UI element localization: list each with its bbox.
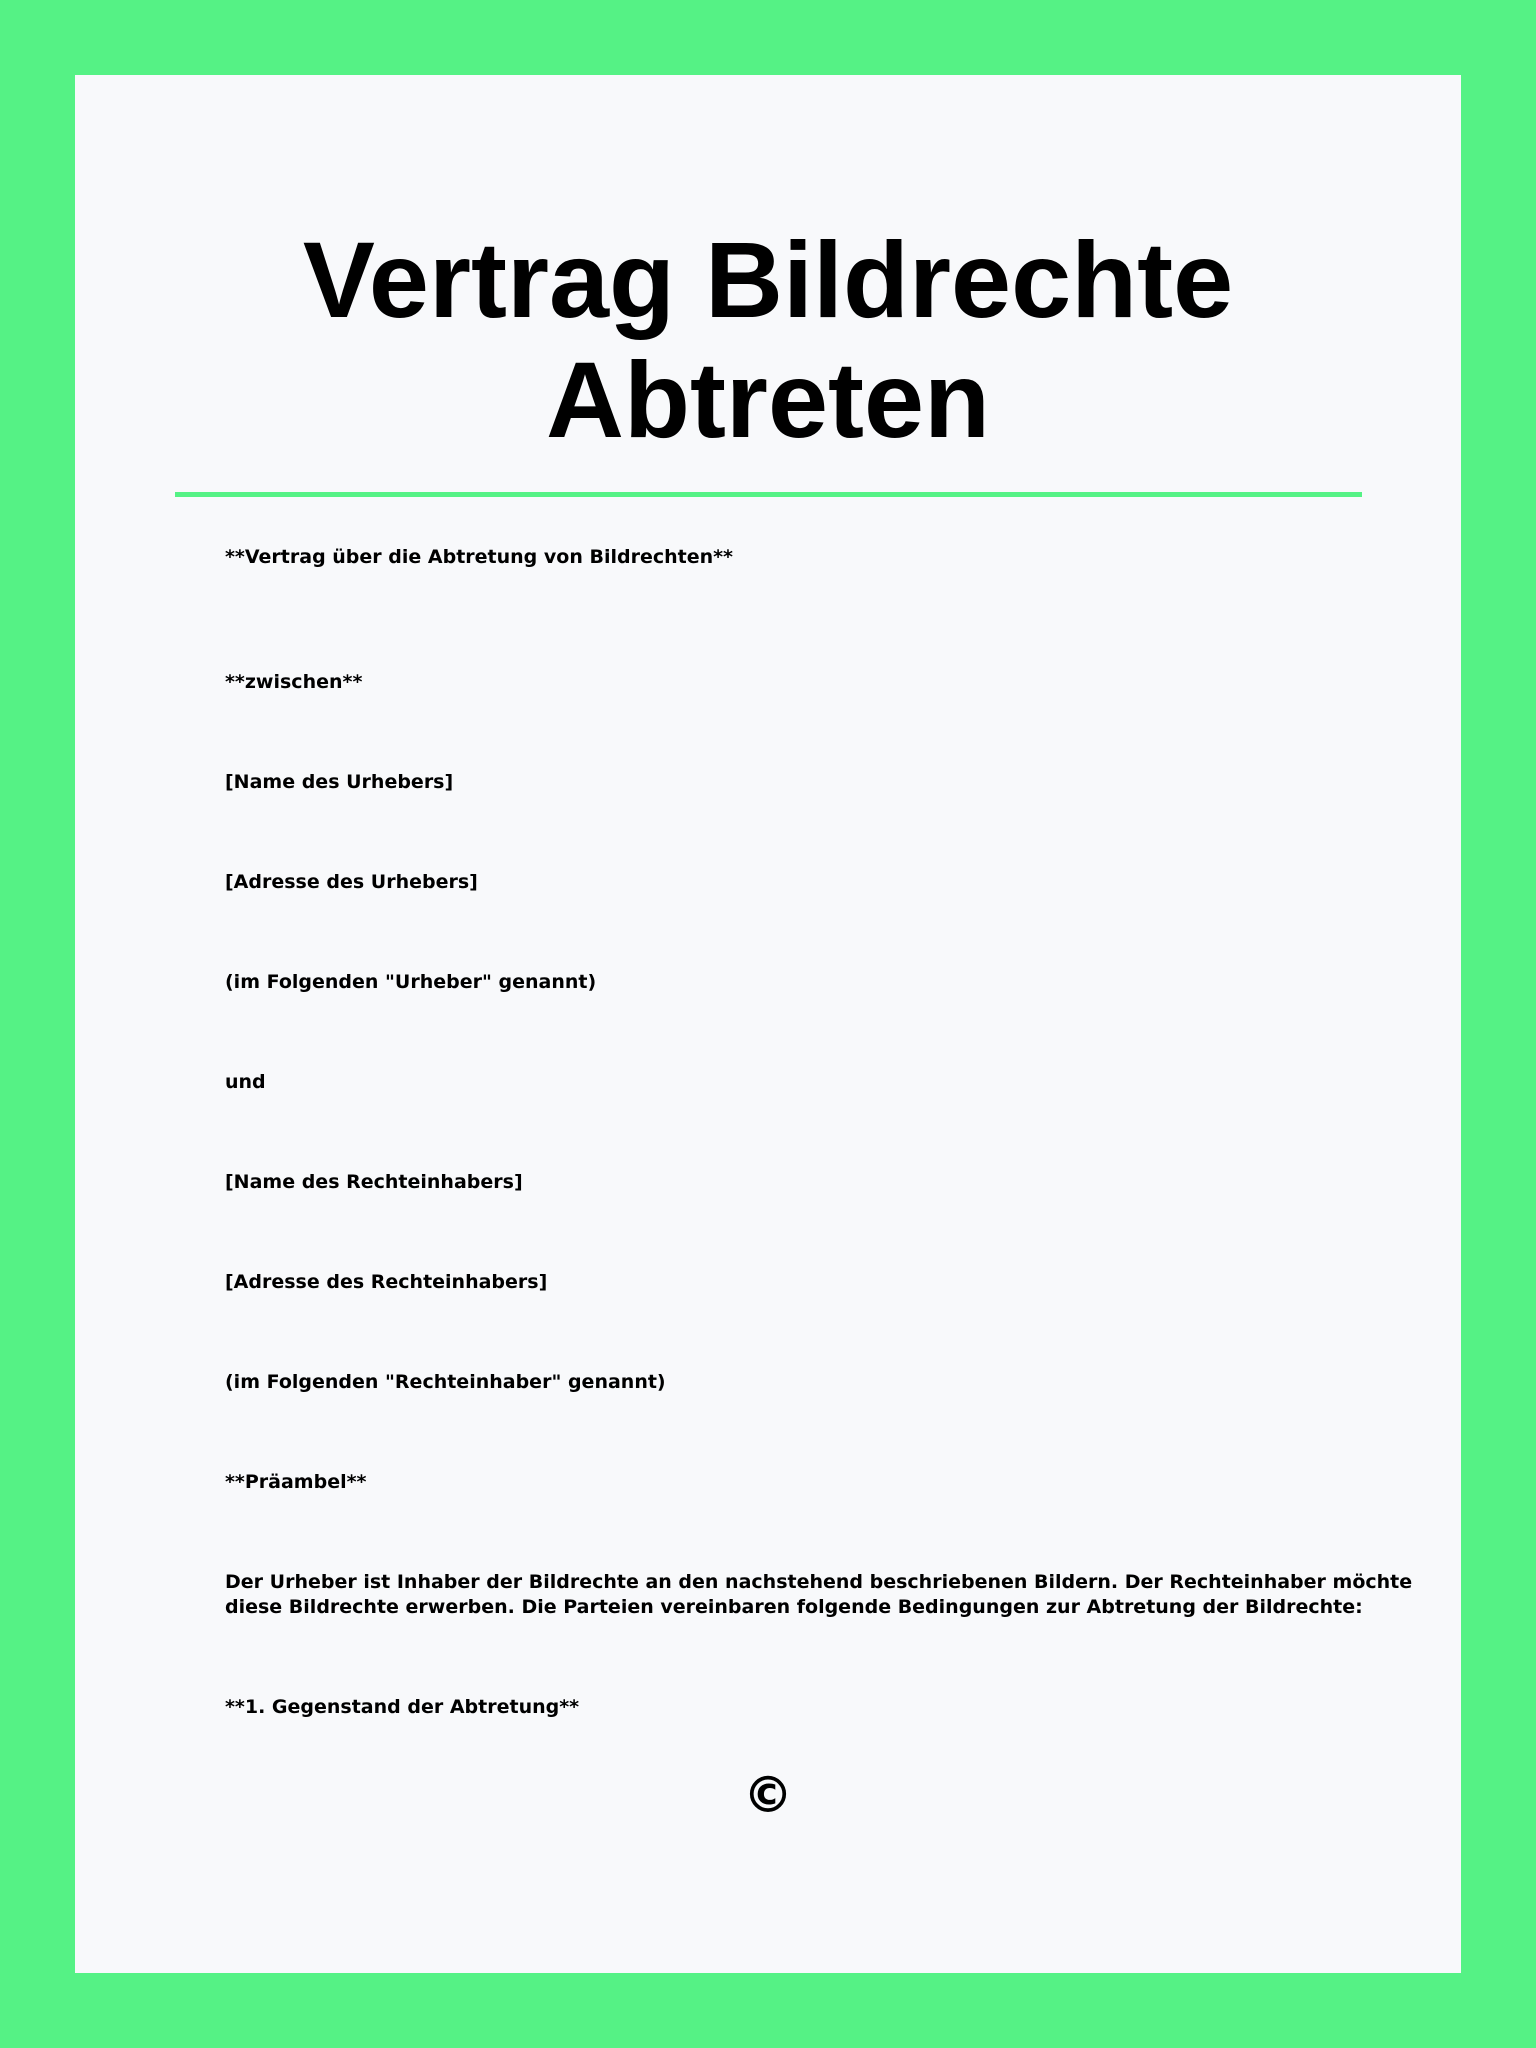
author-name-placeholder: [Name des Urhebers]	[225, 771, 454, 793]
title-divider	[175, 492, 1362, 497]
between-label: **zwischen**	[225, 671, 363, 693]
and-label: und	[225, 1071, 266, 1093]
author-address-placeholder: [Adresse des Urhebers]	[225, 871, 478, 893]
preamble-paragraph: Der Urheber ist Inhaber der Bildrechte an den nachstehend beschriebenen Bildern. Der Rechteinhaber möchte diese Bildrechte erwerben. Die Parteien vereinbaren folgende Bedingungen zur Abtretung der Bildrechte:	[225, 1571, 1413, 1618]
document-page	[75, 75, 1461, 1973]
document-title: Vertrag Bildrechte Abtreten	[302, 219, 1234, 460]
copyright-icon: ©	[743, 1766, 793, 1824]
contract-heading: **Vertrag über die Abtretung von Bildrechten**	[225, 546, 733, 568]
author-designation: (im Folgenden "Urheber" genannt)	[225, 971, 597, 993]
rightholder-address-placeholder: [Adresse des Rechteinhabers]	[225, 1271, 548, 1293]
rightholder-designation: (im Folgenden "Rechteinhaber" genannt)	[225, 1371, 666, 1393]
section-1-heading: **1. Gegenstand der Abtretung**	[225, 1696, 580, 1718]
rightholder-name-placeholder: [Name des Rechteinhabers]	[225, 1171, 523, 1193]
preamble-heading: **Präambel**	[225, 1471, 367, 1493]
